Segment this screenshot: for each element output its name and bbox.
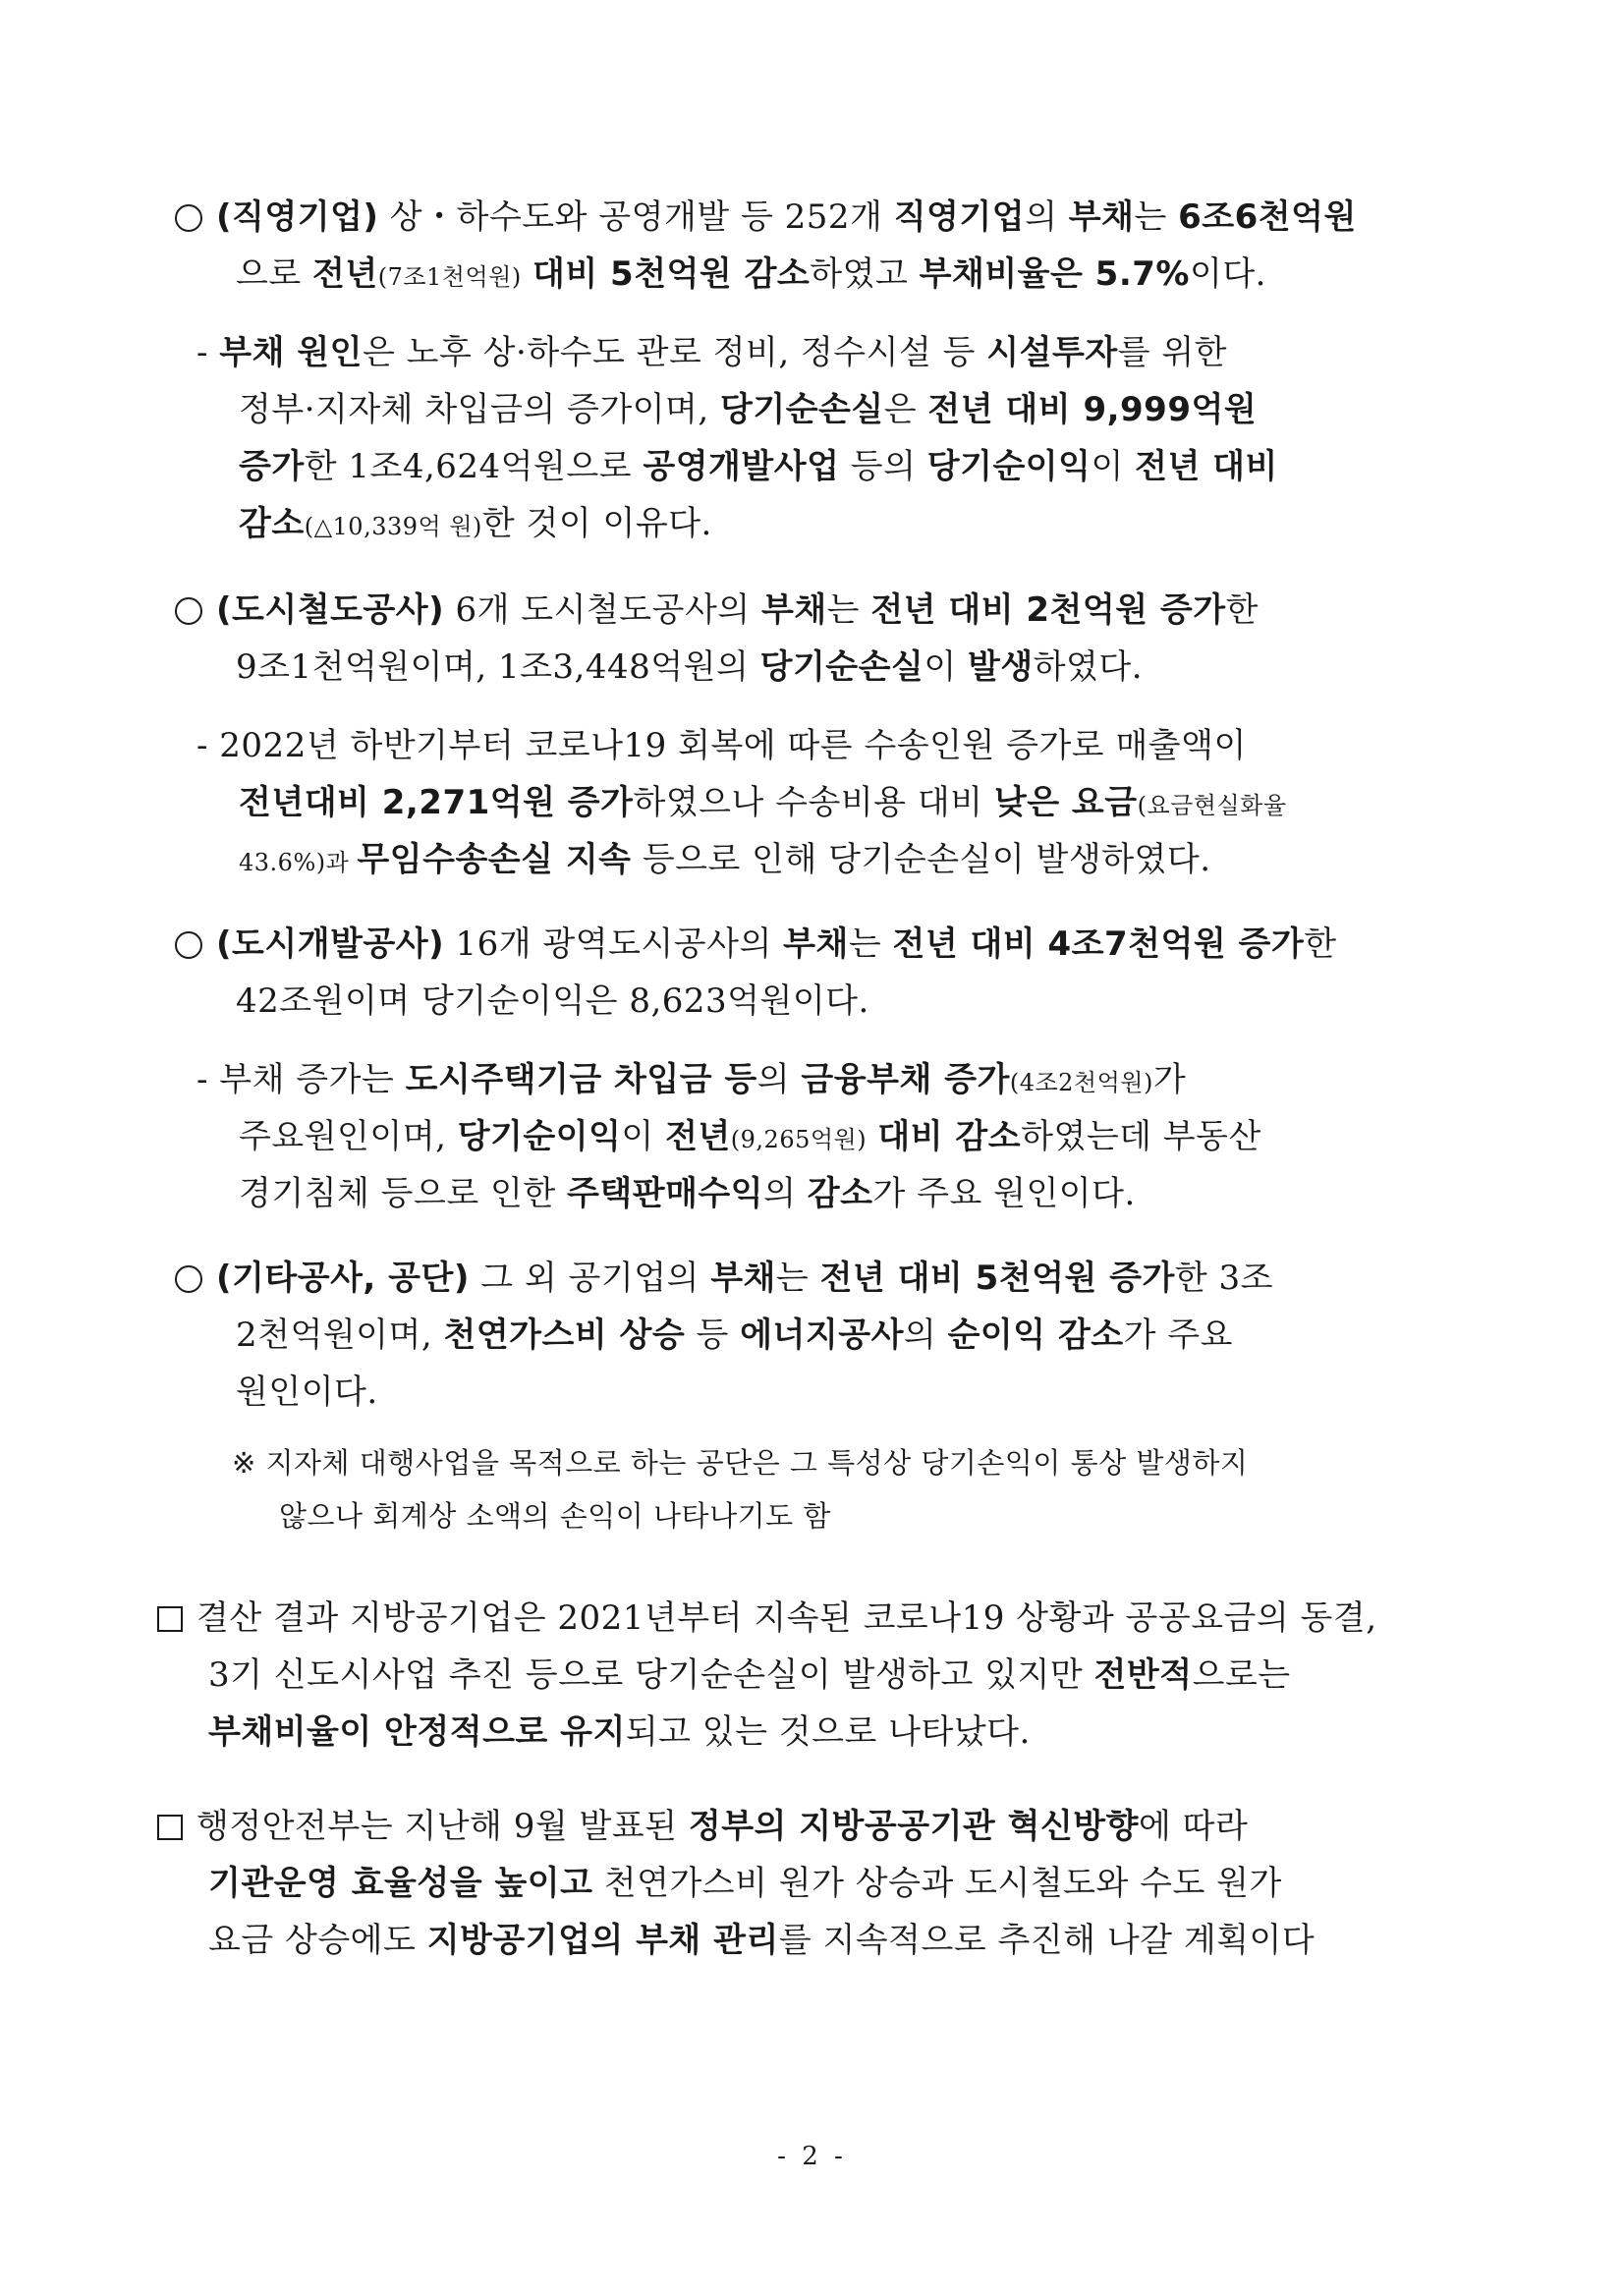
circle-bullet-icon <box>175 1265 202 1293</box>
circle-bullet-icon <box>175 204 202 232</box>
page-number: - 2 - <box>777 2142 847 2171</box>
section-urban-development-detail2: 주요원인이며, 당기순이익이 전년(9,265억원) 대비 감소하였는데 부동산 <box>239 1117 1261 1156</box>
section-urban-development-line2: 42조원이며 당기순이익은 8,623억원이다. <box>236 981 869 1021</box>
summary-paragraph-line3: 부채비율이 안정적으로 유지되고 있는 것으로 나타났다. <box>208 1712 1031 1752</box>
section-direct-enterprise-detail3: 증가한 1조4,624억원으로 공영개발사업 등의 당기순이익이 전년 대비 <box>239 447 1278 486</box>
section-urban-railway-line2: 9조1천억원이며, 1조3,448억원의 당기순손실이 발생하였다. <box>236 647 1144 687</box>
square-bullet-icon <box>157 1815 183 1840</box>
square-bullet-icon <box>157 1606 183 1632</box>
section-direct-enterprise-line2: 으로 전년(7조1천억원) 대비 5천억원 감소하였고 부채비율은 5.7%이다. <box>236 254 1266 294</box>
section-direct-enterprise-detail1: - 부채 원인은 노후 상·하수도 관로 정비, 정수시설 등 시설투자를 위한 <box>196 333 1228 372</box>
section-urban-railway-detail2: 전년대비 2,271억원 증가하였으나 수송비용 대비 낮은 요금(요금현실화율 <box>239 783 1287 822</box>
plan-paragraph-line3: 요금 상승에도 지방공기업의 부채 관리를 지속적으로 추진해 나갈 계획이다 <box>208 1921 1316 1960</box>
section-other-corporations-line1: (기타공사, 공단) 그 외 공기업의 부채는 전년 대비 5천억원 증가한 3조 <box>175 1256 1273 1301</box>
summary-paragraph-line2: 3기 신도시사업 추진 등으로 당기순손실이 발생하고 있지만 전반적으로는 <box>208 1655 1291 1695</box>
section-direct-enterprise-line1: (직영기업) 상・하수도와 공영개발 등 252개 직영기업의 부채는 6조6천억원 <box>175 195 1357 240</box>
section-urban-development-detail1: - 부채 증가는 도시주택기금 차입금 등의 금융부채 증가(4조2천억원)가 <box>196 1060 1187 1099</box>
section-direct-enterprise-detail4: 감소(△10,339억 원)한 것이 이유다. <box>239 504 712 543</box>
plan-paragraph-line2: 기관운영 효율성을 높이고 천연가스비 원가 상승과 도시철도와 수도 원가 <box>208 1864 1282 1903</box>
section-other-corporations-line2: 2천억원이며, 천연가스비 상승 등 에너지공사의 순이익 감소가 주요 <box>236 1316 1233 1355</box>
section-urban-railway-detail3: 43.6%)과 무임수송손실 지속 등으로 인해 당기순손실이 발생하였다. <box>239 840 1211 879</box>
reference-note-line2: 않으나 회계상 소액의 손익이 나타나기도 함 <box>279 1499 831 1533</box>
section-other-corporations-line3: 원인이다. <box>236 1372 378 1412</box>
section-urban-development-detail3: 경기침체 등으로 인한 주택판매수익의 감소가 주요 원인이다. <box>239 1174 1136 1213</box>
section-urban-railway-detail1: - 2022년 하반기부터 코로나19 회복에 따른 수송인원 증가로 매출액이 <box>196 726 1247 765</box>
reference-note-line1: ※ 지자체 대행사업을 목적으로 하는 공단은 그 특성상 당기손익이 통상 발생하지 <box>232 1446 1249 1480</box>
summary-paragraph-line1: 결산 결과 지방공기업은 2021년부터 지속된 코로나19 상황과 공공요금의 동결, <box>157 1596 1377 1641</box>
plan-paragraph-line1: 행정안전부는 지난해 9월 발표된 정부의 지방공공기관 혁신방향에 따라 <box>157 1804 1248 1849</box>
circle-bullet-icon <box>175 597 202 625</box>
section-urban-development-line1: (도시개발공사) 16개 광역도시공사의 부채는 전년 대비 4조7천억원 증가한 <box>175 922 1337 967</box>
section-urban-railway-line1: (도시철도공사) 6개 도시철도공사의 부채는 전년 대비 2천억원 증가한 <box>175 588 1259 633</box>
circle-bullet-icon <box>175 931 202 959</box>
section-direct-enterprise-detail2: 정부·지자체 차입금의 증가이며, 당기순손실은 전년 대비 9,999억원 <box>239 390 1258 429</box>
